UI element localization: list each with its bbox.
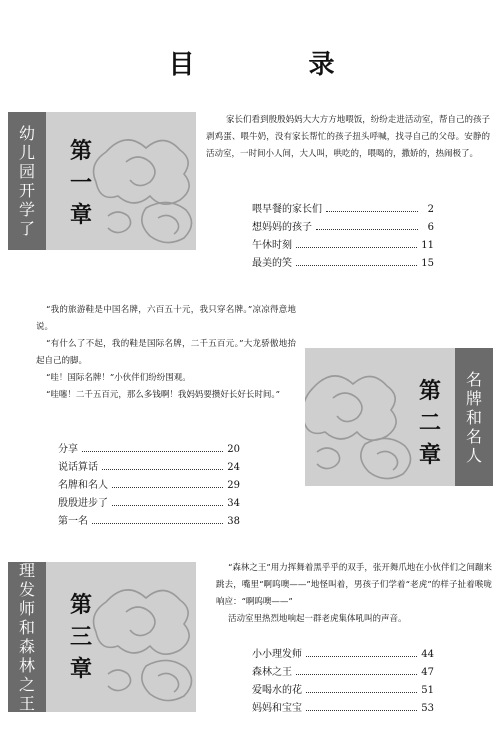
toc-entry[interactable]: 最美的笑 15 [252, 258, 434, 269]
chapter-2-intro: “我的旅游鞋是中国名牌，六百五十元，我只穿名牌。”凉凉得意地说。 “有什么了不起，我的鞋是国际名牌，二千五百元。”大龙骄傲地抬起自己的脚。 “哇！国际名牌！”小伙伴们纷纷围观。 “哇噻！二千五百元，那么多钱啊！我妈妈要攒好长好长时间。” [36, 305, 296, 400]
chapter-2-title: 第二章 [418, 379, 441, 468]
toc-entry[interactable]: 说话算话 24 [58, 462, 240, 473]
cloud-pattern-panel [46, 112, 196, 250]
chapter-3-toc [252, 645, 434, 717]
toc-entry[interactable]: 名牌和名人 29 [58, 480, 240, 491]
chapter-1-title: 第一章 [69, 139, 92, 228]
toc-entry[interactable]: 第一名 38 [58, 516, 240, 527]
toc-entry[interactable]: 午休时刻 11 [252, 240, 434, 251]
cloud-pattern-panel [46, 562, 196, 712]
chapter-1-intro: 家长们看到殷殷妈妈大大方方地喂饭，纷纷走进活动室，帮自己的孩子剥鸡蛋、喂牛奶，没有家长帮忙的孩子扭头呼喊，找寻自己的父母。安静的活动室，一时间小人间，大人叫，哄吃的，喂喝的，撒娇的，热闹极了。 [206, 115, 490, 159]
toc-entry[interactable]: 分享 20 [58, 444, 240, 455]
chapter-1-banner [8, 112, 196, 250]
chapter-1-toc [252, 200, 434, 272]
toc-entry[interactable]: 想妈妈的孩子 6 [252, 222, 434, 233]
page-title: 目 录 [168, 50, 379, 80]
toc-entry[interactable]: 森林之王 47 [252, 667, 434, 678]
toc-entry[interactable]: 妈妈和宝宝 53 [252, 703, 434, 714]
chapter-2-banner [305, 348, 493, 486]
toc-entry[interactable]: 殷殷进步了 34 [58, 498, 240, 509]
chapter-2-side-label: 名牌和名人 [455, 348, 493, 486]
chapter-3-banner [8, 562, 196, 712]
toc-entry[interactable]: 小小理发师 44 [252, 649, 434, 660]
toc-entry[interactable]: 爱喝水的花 51 [252, 685, 434, 696]
cloud-pattern-panel [305, 348, 455, 486]
chapter-1-side-label: 幼儿园开学了 [8, 112, 46, 250]
chapter-3-title: 第三章 [69, 593, 92, 682]
chapter-3-side-label: 理发师和森林之王 [8, 562, 46, 712]
toc-entry[interactable]: 喂早餐的家长们 2 [252, 204, 434, 215]
chapter-2-toc [58, 440, 240, 530]
chapter-3-intro: “森林之王”用力挥舞着黑乎乎的双手，张开舞爪地在小伙伴们之间蹦来跳去，嘴里“啊呜噢——”地怪叫着，男孩子们学着“老虎”的样子扯着喉咙响应：“啊呜噢——” 活动室里热烈地响起一群老虎集体吼叫的声音。 [216, 563, 492, 624]
